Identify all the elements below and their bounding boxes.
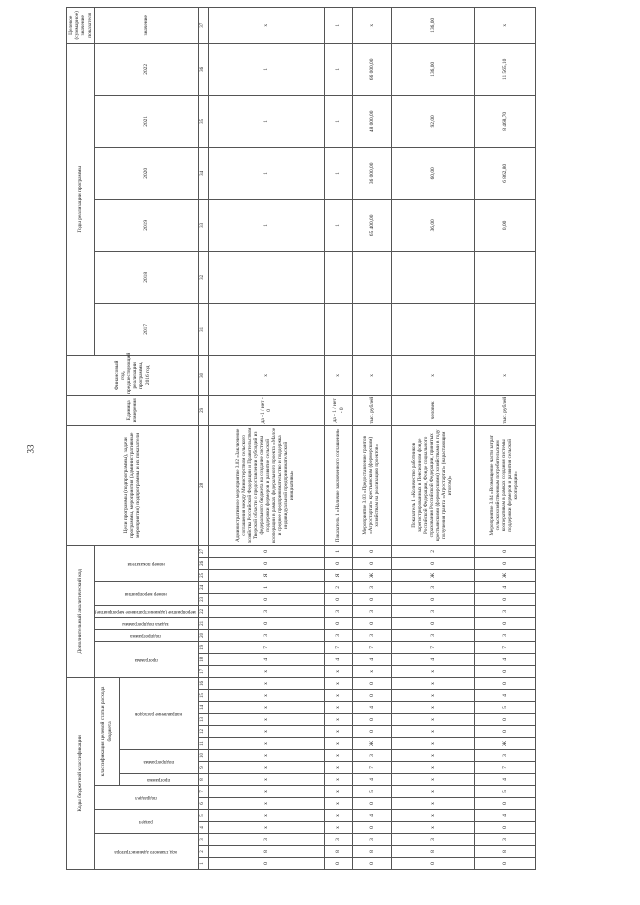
- code-cell: 8: [353, 846, 392, 858]
- code-cell: х: [392, 726, 475, 738]
- unit-header: Единица измерения: [67, 395, 199, 425]
- code-cell: 0: [208, 557, 324, 569]
- code-cell: 0: [353, 858, 392, 870]
- table-row: [324, 7, 353, 869]
- table-row: [208, 7, 324, 869]
- code-cell: х: [208, 714, 324, 726]
- code-cell: 4: [475, 653, 536, 665]
- code-cell: х: [392, 822, 475, 834]
- header-row-1: [67, 7, 95, 869]
- code-cell: 0: [353, 677, 392, 689]
- code-cell: х: [353, 665, 392, 677]
- code-cell: х: [392, 690, 475, 702]
- column-number: 8: [198, 774, 208, 786]
- base-year-cell: х: [353, 355, 392, 395]
- column-number: 19: [198, 641, 208, 653]
- code-cell: 7: [475, 641, 536, 653]
- year-2020-header: 2020: [94, 147, 198, 199]
- code-cell: 4: [353, 774, 392, 786]
- code-cell: х: [392, 738, 475, 750]
- task-header: задача подпрограммы: [94, 617, 198, 629]
- years-header: Годы реализации программы: [67, 43, 95, 355]
- goal-desc-header: Цели программы (подпрограммы), задачи программы, мероприятия (административные мероприятия) подпрограммы и их показатели: [67, 425, 199, 545]
- code-cell: х: [324, 726, 353, 738]
- column-number: 29: [198, 395, 208, 425]
- code-cell: Ж: [353, 738, 392, 750]
- code-cell: х: [392, 798, 475, 810]
- column-number: 27: [198, 545, 208, 557]
- code-cell: 0: [208, 858, 324, 870]
- year-value-cell: 66 000,00: [353, 43, 392, 95]
- code-cell: 0: [353, 726, 392, 738]
- event-number-header: номер мероприятия: [94, 581, 198, 605]
- code-cell: 0: [392, 617, 475, 629]
- code-cell: х: [324, 786, 353, 798]
- code-cell: 8: [475, 846, 536, 858]
- unit-cell: да -1 / нет - 0: [208, 395, 324, 425]
- code-cell: х: [392, 750, 475, 762]
- code-cell: х: [208, 822, 324, 834]
- program-code-header: программа: [94, 641, 198, 677]
- code-cell: 0: [392, 858, 475, 870]
- year-value-cell: 1: [208, 199, 324, 251]
- code-cell: 3: [324, 834, 353, 846]
- subprogram-code-header: подпрограмма: [94, 629, 198, 641]
- column-number: 9: [198, 762, 208, 774]
- year-value-cell: 65 400,00: [353, 199, 392, 251]
- table-viewport: [66, 11, 536, 870]
- code-cell: 3: [392, 605, 475, 617]
- column-number: 10: [198, 750, 208, 762]
- program-header: программа: [119, 774, 198, 786]
- code-cell: х: [324, 702, 353, 714]
- column-number: 18: [198, 653, 208, 665]
- target-value-cell: 136,00: [392, 7, 475, 43]
- code-cell: Я: [324, 569, 353, 581]
- year-value-cell: [475, 251, 536, 303]
- code-cell: 3: [475, 629, 536, 641]
- code-cell: х: [392, 762, 475, 774]
- code-cell: 7: [208, 641, 324, 653]
- code-cell: х: [324, 798, 353, 810]
- code-cell: 0: [353, 822, 392, 834]
- direction-header: направление расходов: [119, 677, 198, 749]
- year-value-cell: 92,00: [392, 95, 475, 147]
- code-cell: х: [392, 786, 475, 798]
- year-value-cell: 136,00: [392, 43, 475, 95]
- target-header: Целевое (суммарное) значение показателя: [67, 7, 95, 43]
- description-cell: Показатель 1 «Количество работников зарегистрированных в Пенсионном фонде Российской Федерации, Фонде социального страхования Российской Федерации, принятых крестьянскими (фермерскими) хозяйствами в году получения гранта «Агростартап» (нарастающим итогом)»: [392, 425, 475, 545]
- description-cell: Показатель 1 «Наличие заключенного соглашения»: [324, 425, 353, 545]
- year-2019-header: 2019: [94, 199, 198, 251]
- column-number: 6: [198, 798, 208, 810]
- code-cell: х: [208, 738, 324, 750]
- year-value-cell: 36 000,00: [353, 147, 392, 199]
- code-cell: 3: [208, 629, 324, 641]
- code-cell: Ж: [475, 569, 536, 581]
- subprogram-header: подпрограмма: [119, 750, 198, 774]
- year-value-cell: [324, 303, 353, 355]
- event-header: мероприятие (административное мероприятие): [94, 605, 198, 617]
- code-cell: х: [208, 762, 324, 774]
- code-cell: х: [324, 774, 353, 786]
- code-admin-header: код главного администратора: [94, 834, 198, 870]
- code-cell: х: [208, 774, 324, 786]
- page-number: 33: [25, 444, 36, 454]
- year-value-cell: [392, 303, 475, 355]
- column-number: 2: [198, 846, 208, 858]
- code-cell: 0: [475, 677, 536, 689]
- year-value-cell: 1: [208, 95, 324, 147]
- code-cell: 0: [475, 665, 536, 677]
- code-cell: 0: [353, 557, 392, 569]
- year-value-cell: 48 000,00: [353, 95, 392, 147]
- code-cell: 0: [353, 545, 392, 557]
- code-cell: 4: [324, 653, 353, 665]
- subsection-header: подраздел: [94, 786, 198, 810]
- code-cell: 0: [208, 545, 324, 557]
- year-value-cell: [208, 251, 324, 303]
- code-cell: х: [392, 665, 475, 677]
- code-cell: 3: [208, 605, 324, 617]
- code-cell: х: [324, 810, 353, 822]
- code-cell: х: [324, 665, 353, 677]
- column-number: 36: [198, 43, 208, 95]
- code-cell: 3: [353, 750, 392, 762]
- column-number: 28: [198, 425, 208, 545]
- code-cell: 0: [208, 617, 324, 629]
- column-number: 12: [198, 726, 208, 738]
- code-cell: х: [208, 677, 324, 689]
- year-value-cell: 1: [324, 199, 353, 251]
- column-number: 11: [198, 738, 208, 750]
- code-cell: 8: [324, 846, 353, 858]
- code-cell: 0: [353, 617, 392, 629]
- year-value-cell: 6 862,80: [475, 147, 536, 199]
- column-number: 35: [198, 95, 208, 147]
- code-cell: х: [208, 726, 324, 738]
- code-cell: 8: [208, 846, 324, 858]
- column-number: 33: [198, 199, 208, 251]
- target-article-header: классификация целевой статьи расхода бюджета: [94, 677, 119, 785]
- code-cell: 7: [475, 762, 536, 774]
- column-number: 1: [198, 858, 208, 870]
- code-cell: 3: [324, 629, 353, 641]
- code-cell: х: [208, 690, 324, 702]
- code-cell: 0: [353, 690, 392, 702]
- unit-cell: тыс. рублей: [353, 395, 392, 425]
- table-body: [67, 7, 536, 869]
- code-cell: 0: [324, 593, 353, 605]
- column-number: 26: [198, 557, 208, 569]
- code-cell: 5: [475, 786, 536, 798]
- code-cell: х: [208, 798, 324, 810]
- code-cell: 4: [353, 810, 392, 822]
- year-value-cell: [353, 303, 392, 355]
- code-cell: 1: [324, 545, 353, 557]
- column-number: 3: [198, 834, 208, 846]
- year-value-cell: 1: [208, 43, 324, 95]
- code-cell: х: [324, 750, 353, 762]
- year-value-cell: 8 468,70: [475, 95, 536, 147]
- code-cell: х: [324, 690, 353, 702]
- code-cell: 4: [353, 653, 392, 665]
- year-2022-header: 2022: [94, 43, 198, 95]
- code-cell: 4: [392, 653, 475, 665]
- year-value-cell: 1: [208, 147, 324, 199]
- column-number: 25: [198, 569, 208, 581]
- code-cell: 4: [475, 581, 536, 593]
- code-cell: 3: [353, 581, 392, 593]
- code-cell: 5: [353, 786, 392, 798]
- code-cell: 4: [475, 810, 536, 822]
- code-cell: 4: [353, 702, 392, 714]
- description-cell: Административное мероприятие 3.02 «Заключение соглашения между Министерством сельского хозяйства Российской Федерации и Правительством Тверской области о предоставлении субсидий из федерального бюджета на создание системы поддержки фермеров и развитие сельской кооперации в рамках федерального проекта «Малое и среднее предпринимательство и поддержка индивидуальной предпринимательской инициативы»: [208, 425, 324, 545]
- description-cell: Мероприятие 3.04 «Возмещение части затрат сельскохозяйственным потребительским кооперативам в рамках создания системы поддержки фермеров и развития сельской кооперации»: [475, 425, 536, 545]
- code-cell: 7: [392, 641, 475, 653]
- column-number: 24: [198, 581, 208, 593]
- year-value-cell: 60,00: [392, 147, 475, 199]
- code-cell: 0: [324, 617, 353, 629]
- code-cell: 0: [475, 822, 536, 834]
- code-cell: 3: [475, 750, 536, 762]
- program-table: [66, 7, 536, 870]
- column-number: 4: [198, 822, 208, 834]
- code-cell: х: [392, 677, 475, 689]
- column-number: 30: [198, 355, 208, 395]
- code-cell: х: [392, 714, 475, 726]
- code-cell: 3: [353, 629, 392, 641]
- column-number: 17: [198, 665, 208, 677]
- table-row: [392, 7, 475, 869]
- code-cell: 0: [392, 557, 475, 569]
- code-cell: 0: [208, 593, 324, 605]
- column-number: 37: [198, 7, 208, 43]
- code-cell: 2: [324, 581, 353, 593]
- code-cell: х: [392, 702, 475, 714]
- year-value-cell: 36,00: [392, 199, 475, 251]
- code-cell: х: [392, 774, 475, 786]
- code-cell: 3: [475, 605, 536, 617]
- code-cell: 8: [392, 846, 475, 858]
- code-cell: Ж: [353, 569, 392, 581]
- code-cell: 0: [475, 858, 536, 870]
- target-value-cell: 1: [324, 7, 353, 43]
- code-cell: 3: [392, 834, 475, 846]
- column-number: 15: [198, 690, 208, 702]
- unit-cell: тыс. рублей: [475, 395, 536, 425]
- code-cell: 0: [324, 557, 353, 569]
- code-cell: 7: [324, 641, 353, 653]
- code-cell: 0: [475, 593, 536, 605]
- code-cell: 0: [324, 858, 353, 870]
- year-value-cell: 1: [324, 43, 353, 95]
- code-cell: х: [208, 665, 324, 677]
- target-value-cell: х: [208, 7, 324, 43]
- indicator-number-header: номер показателя: [94, 545, 198, 581]
- column-number: 20: [198, 629, 208, 641]
- unit-cell: человек: [392, 395, 475, 425]
- column-number-row: [198, 7, 208, 869]
- year-value-cell: 1: [324, 147, 353, 199]
- code-cell: 3: [208, 834, 324, 846]
- column-number: 7: [198, 786, 208, 798]
- code-cell: 0: [353, 593, 392, 605]
- table-row: [475, 7, 536, 869]
- extra-codes-header: Дополнительный аналитический код: [67, 545, 95, 677]
- column-number: 32: [198, 251, 208, 303]
- code-cell: х: [324, 822, 353, 834]
- code-cell: х: [392, 810, 475, 822]
- code-cell: х: [324, 714, 353, 726]
- code-cell: 0: [475, 726, 536, 738]
- column-number: 21: [198, 617, 208, 629]
- rotated-page: [66, 11, 536, 870]
- column-number: 31: [198, 303, 208, 355]
- code-cell: 7: [353, 641, 392, 653]
- code-cell: 7: [353, 762, 392, 774]
- year-value-cell: [353, 251, 392, 303]
- base-year-cell: х: [475, 355, 536, 395]
- code-cell: Я: [208, 569, 324, 581]
- code-cell: 3: [392, 629, 475, 641]
- base-year-cell: х: [324, 355, 353, 395]
- code-cell: х: [208, 786, 324, 798]
- unit-cell: да - 1 / нет - 0: [324, 395, 353, 425]
- code-cell: х: [324, 738, 353, 750]
- column-number: 13: [198, 714, 208, 726]
- code-cell: 4: [475, 690, 536, 702]
- code-cell: х: [208, 810, 324, 822]
- code-cell: 4: [208, 653, 324, 665]
- column-number: 22: [198, 605, 208, 617]
- code-cell: 0: [475, 714, 536, 726]
- base-year-cell: х: [392, 355, 475, 395]
- code-cell: х: [208, 702, 324, 714]
- column-number: 23: [198, 593, 208, 605]
- year-value-cell: 11 565,10: [475, 43, 536, 95]
- fin-year-header: Финансовый год, предшествующий реализации программы, 2016 год: [67, 355, 199, 395]
- year-value-cell: [475, 303, 536, 355]
- code-cell: 0: [475, 798, 536, 810]
- column-number: 34: [198, 147, 208, 199]
- code-cell: 3: [475, 834, 536, 846]
- code-cell: 0: [353, 798, 392, 810]
- code-cell: х: [208, 750, 324, 762]
- column-number: 16: [198, 677, 208, 689]
- code-cell: Ж: [475, 738, 536, 750]
- description-cell: Мероприятие 3.03 «Предоставление грантов «Агростартап» крестьянским (фермерским) хозяйствам на реализацию проектов»: [353, 425, 392, 545]
- code-cell: 0: [475, 617, 536, 629]
- section-header: раздел: [94, 810, 198, 834]
- target-value-cell: х: [475, 7, 536, 43]
- column-number: 14: [198, 702, 208, 714]
- year-2018-header: 2018: [94, 251, 198, 303]
- code-cell: 3: [353, 834, 392, 846]
- table-row: [353, 7, 392, 869]
- target-value-cell: х: [353, 7, 392, 43]
- code-cell: 0: [392, 593, 475, 605]
- value-header: значение: [94, 7, 198, 43]
- year-2021-header: 2021: [94, 95, 198, 147]
- year-value-cell: [324, 251, 353, 303]
- code-cell: 3: [324, 605, 353, 617]
- code-cell: 1: [208, 581, 324, 593]
- code-cell: х: [324, 677, 353, 689]
- year-value-cell: [208, 303, 324, 355]
- budget-codes-header: Коды бюджетной классификации: [67, 677, 95, 869]
- year-2017-header: 2017: [94, 303, 198, 355]
- code-cell: 3: [392, 581, 475, 593]
- code-cell: 2: [392, 545, 475, 557]
- code-cell: 5: [475, 702, 536, 714]
- code-cell: 4: [475, 774, 536, 786]
- year-value-cell: [392, 251, 475, 303]
- code-cell: Ж: [392, 569, 475, 581]
- year-value-cell: 1: [324, 95, 353, 147]
- base-year-cell: х: [208, 355, 324, 395]
- code-cell: 3: [353, 605, 392, 617]
- code-cell: 0: [475, 545, 536, 557]
- code-cell: х: [324, 762, 353, 774]
- code-cell: 0: [475, 557, 536, 569]
- year-value-cell: 0,00: [475, 199, 536, 251]
- column-number: 5: [198, 810, 208, 822]
- code-cell: 0: [353, 714, 392, 726]
